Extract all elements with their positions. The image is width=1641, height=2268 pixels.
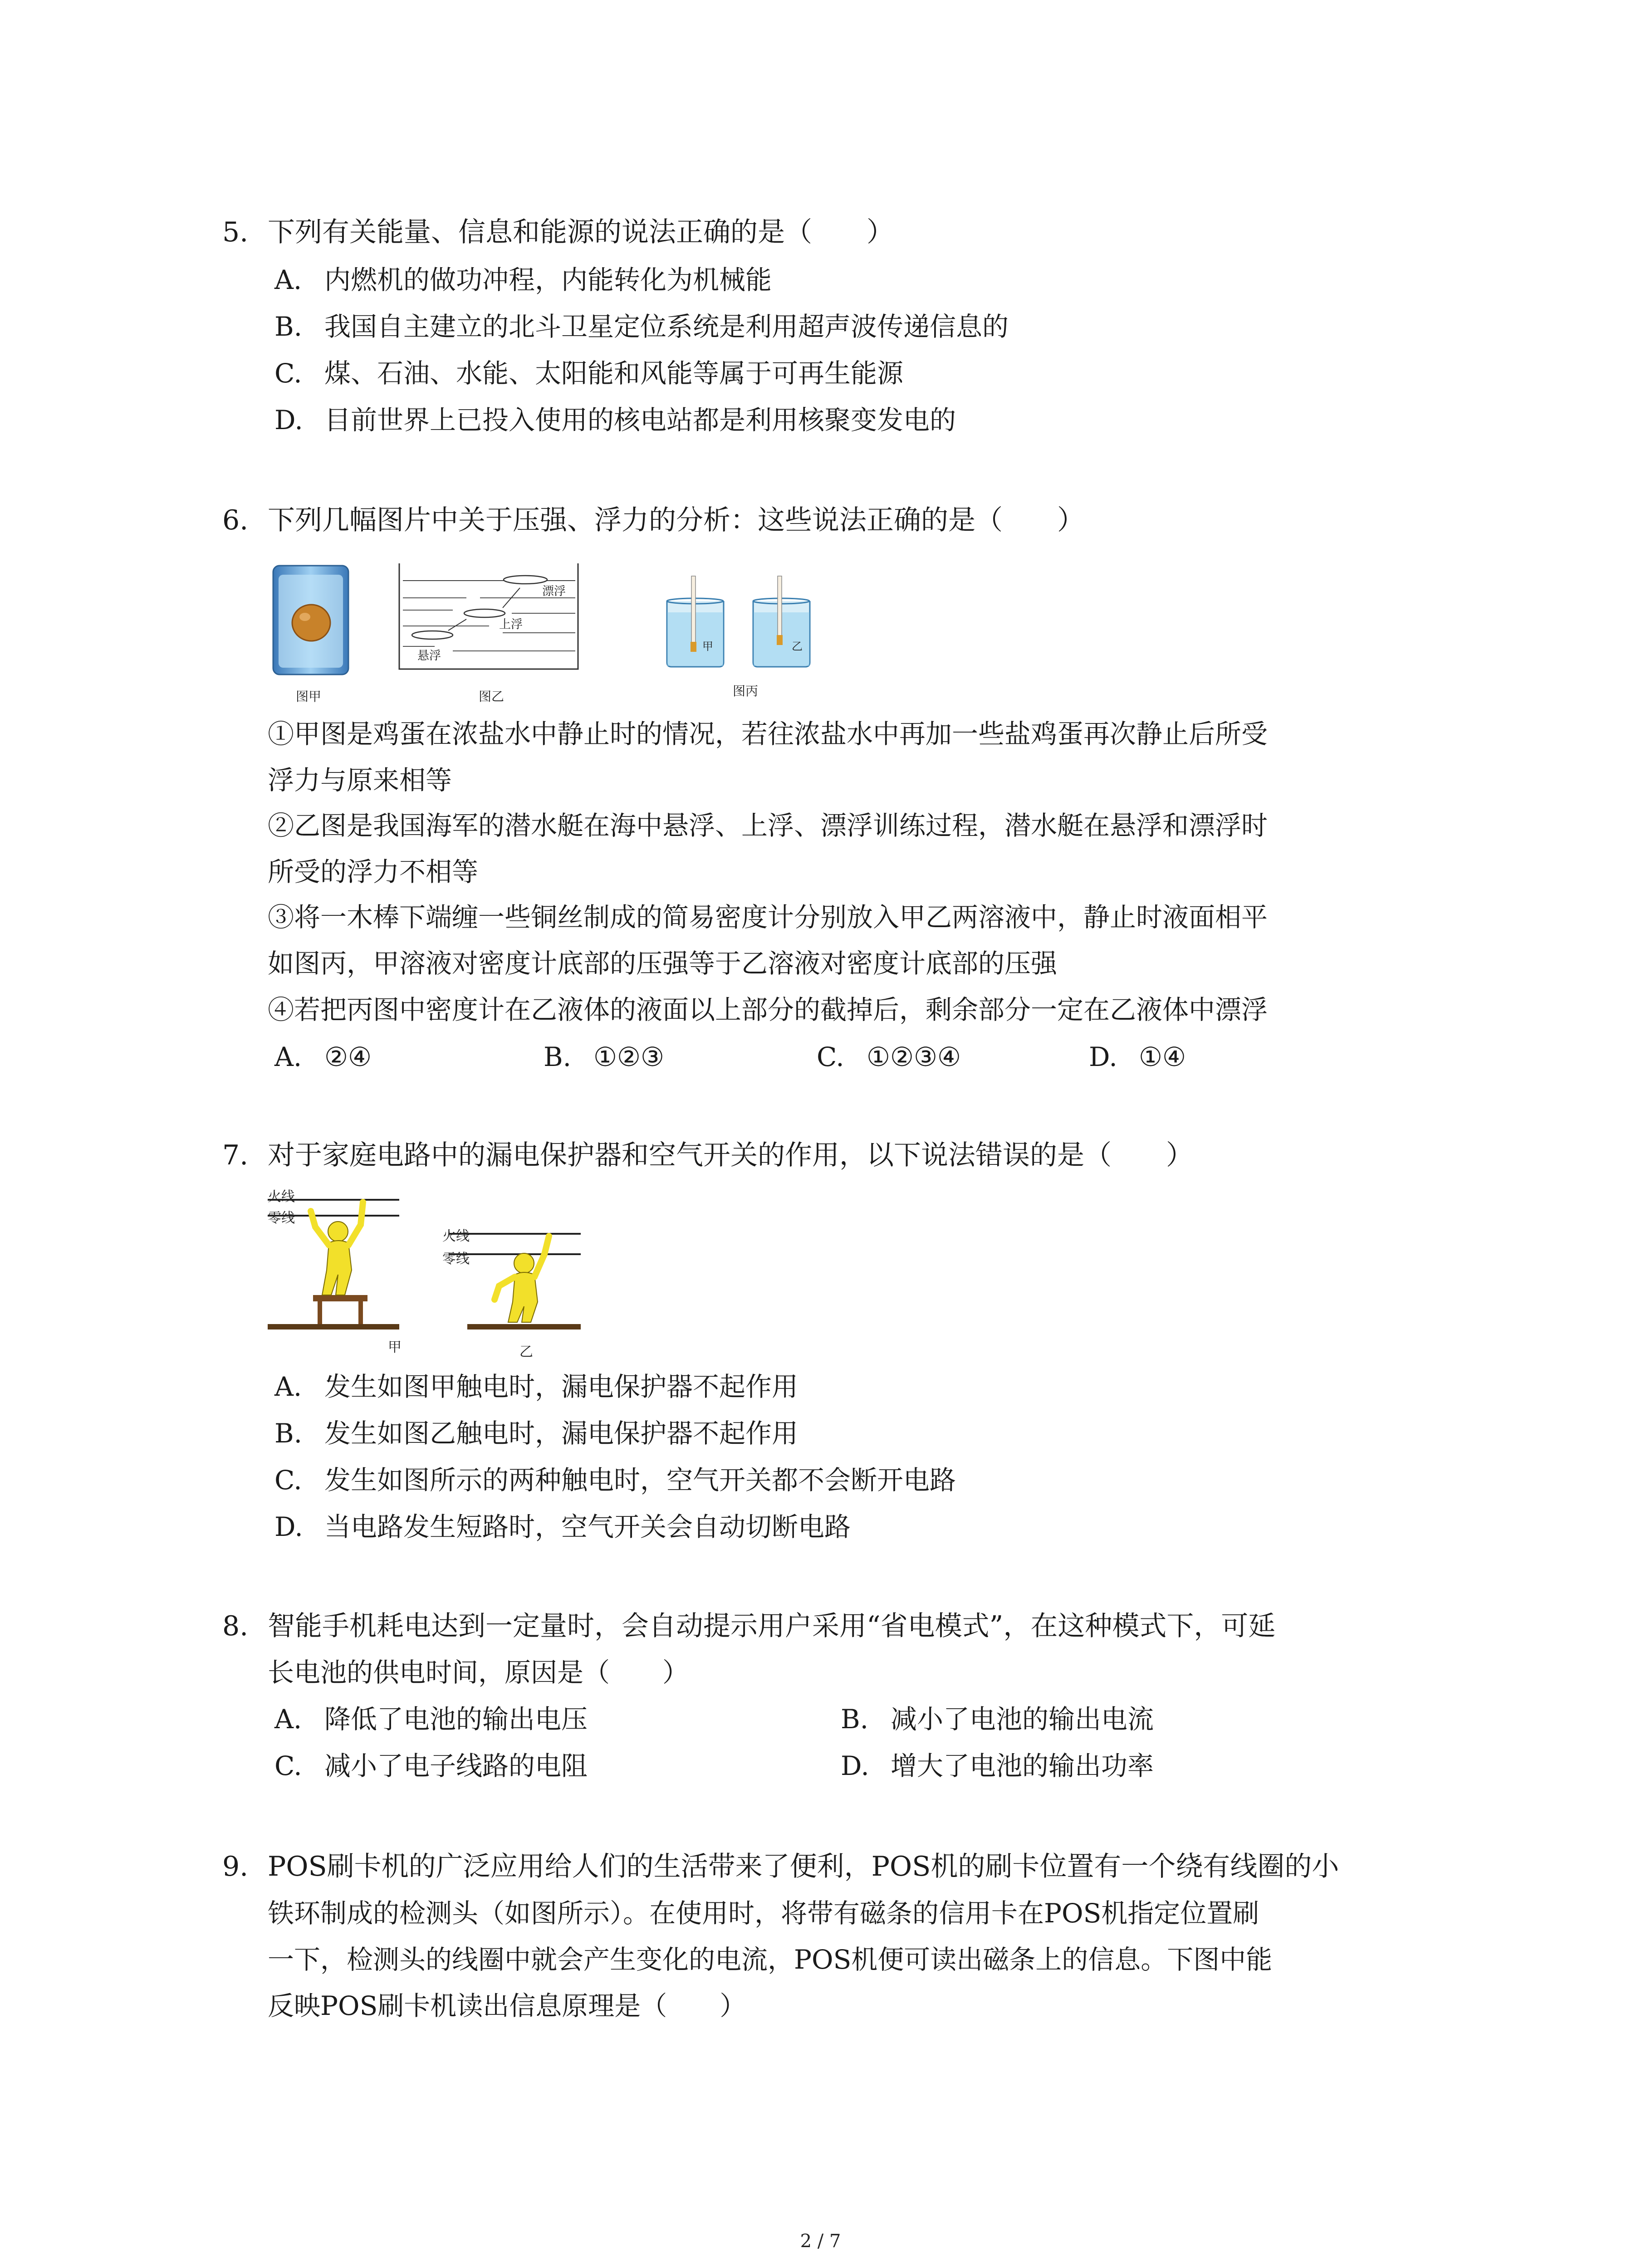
label-yi: 乙	[792, 640, 803, 653]
question-7-option-a: A. 发生如图甲触电时，漏电保护器不起作用	[274, 1371, 798, 1402]
question-text: 下列几幅图片中关于压强、浮力的分析：这些说法正确的是（ ）	[268, 504, 1084, 536]
question-7-option-c: C. 发生如图所示的两种触电时，空气开关都不会断开电路	[274, 1465, 956, 1496]
question-7-option-b: B. 发生如图乙触电时，漏电保护器不起作用	[274, 1418, 798, 1449]
question-5-option-c: C. 煤、石油、水能、太阳能和风能等属于可再生能源	[274, 358, 904, 389]
label-piaofu: 漂浮	[542, 585, 566, 598]
question-6-statement-3: ③将一木棒下端缠一些铜丝制成的简易密度计分别放入甲乙两溶液中，静止时液面相平	[268, 902, 1268, 933]
question-8-stem-cont: 长电池的供电时间，原因是（ ）	[268, 1657, 689, 1688]
label-shangfu: 上浮	[499, 618, 523, 631]
question-6-statement-4: ④若把丙图中密度计在乙液体的液面以上部分的截掉后，剩余部分一定在乙液体中漂浮	[268, 994, 1268, 1025]
question-number: 7.	[222, 1139, 249, 1171]
question-5-option-d: D. 目前世界上已投入使用的核电站都是利用核聚变发电的	[274, 405, 956, 435]
question-9-stem-line-3: 一下，检测头的线圈中就会产生变化的电流，POS机便可读出磁条上的信息。下图中能	[268, 1944, 1273, 1975]
page-number: 2 / 7	[800, 2231, 841, 2252]
figure-electric-shock	[268, 1186, 585, 1340]
question-8-option-b: B. 减小了电池的输出电流	[841, 1704, 1154, 1735]
label-neutral-wire-right: 零线	[442, 1251, 470, 1267]
figure-caption-bing: 图丙	[733, 684, 759, 699]
question-6-option-b: B. ①②③	[544, 1041, 664, 1072]
question-number: 8.	[222, 1610, 249, 1642]
label-live-wire-left: 火线	[268, 1189, 295, 1205]
question-number: 6.	[222, 504, 249, 536]
question-6-statement-2: ②乙图是我国海军的潜水艇在海中悬浮、上浮、漂浮训练过程，潜水艇在悬浮和漂浮时	[268, 810, 1268, 841]
figure-caption-yi: 乙	[519, 1344, 533, 1360]
question-text: 对于家庭电路中的漏电保护器和空气开关的作用，以下说法错误的是（ ）	[268, 1139, 1193, 1171]
figure-caption-jia: 图甲	[296, 689, 322, 704]
question-6-statement-1: ①甲图是鸡蛋在浓盐水中静止时的情况，若往浓盐水中再加一些盐鸡蛋再次静止后所受	[268, 719, 1268, 749]
figure-egg-in-beaker	[272, 565, 349, 676]
question-text: 智能手机耗电达到一定量时，会自动提示用户采用“省电模式”，在这种模式下，可延	[268, 1610, 1276, 1642]
question-6-stem	[222, 498, 1084, 543]
question-number: 5.	[222, 216, 249, 248]
label-live-wire-right: 火线	[442, 1228, 470, 1244]
question-text: 下列有关能量、信息和能源的说法正确的是（ ）	[268, 216, 894, 248]
question-6-option-c: C. ①②③④	[817, 1041, 961, 1072]
question-8-option-c: C. 减小了电子线路的电阻	[274, 1750, 588, 1781]
question-8-stem	[222, 1603, 1275, 1649]
label-jia: 甲	[702, 640, 713, 653]
question-number: 9.	[222, 1851, 249, 1882]
question-5-option-a: A. 内燃机的做功冲程，内能转化为机械能	[274, 264, 772, 295]
question-7-stem	[222, 1133, 1193, 1178]
label-xuanfu: 悬浮	[417, 649, 441, 663]
question-6-statement-2-cont: 所受的浮力不相等	[268, 856, 479, 887]
question-6-statement-1-cont: 浮力与原来相等	[268, 765, 452, 796]
figure-caption-jia: 甲	[388, 1339, 402, 1355]
question-8-option-d: D. 增大了电池的输出功率	[841, 1750, 1154, 1781]
question-5-stem	[222, 210, 894, 255]
question-7-option-d: D. 当电路发生短路时，空气开关会自动切断电路	[274, 1511, 851, 1542]
question-6-statement-3-cont: 如图丙，甲溶液对密度计底部的压强等于乙溶液对密度计底部的压强	[268, 948, 1058, 979]
question-9-stem-line-2: 铁环制成的检测头（如图所示）。在使用时，将带有磁条的信用卡在POS机指定位置刷	[268, 1898, 1259, 1929]
figure-caption-yi: 图乙	[479, 689, 505, 704]
question-8-option-a: A. 降低了电池的输出电压	[274, 1704, 588, 1735]
question-text: POS刷卡机的广泛应用给人们的生活带来了便利，POS机的刷卡位置有一个绕有线圈的小	[268, 1851, 1339, 1882]
question-6-option-a: A. ②④	[274, 1041, 372, 1072]
label-neutral-wire-left: 零线	[268, 1210, 295, 1226]
question-6-option-d: D. ①④	[1089, 1041, 1186, 1072]
figure-density-meters	[662, 574, 826, 669]
question-5-option-b: B. 我国自主建立的北斗卫星定位系统是利用超声波传递信息的	[274, 311, 1009, 342]
question-9-stem-line-4: 反映POS刷卡机读出信息原理是（ ）	[268, 1990, 746, 2021]
question-9-stem	[222, 1844, 1339, 1889]
